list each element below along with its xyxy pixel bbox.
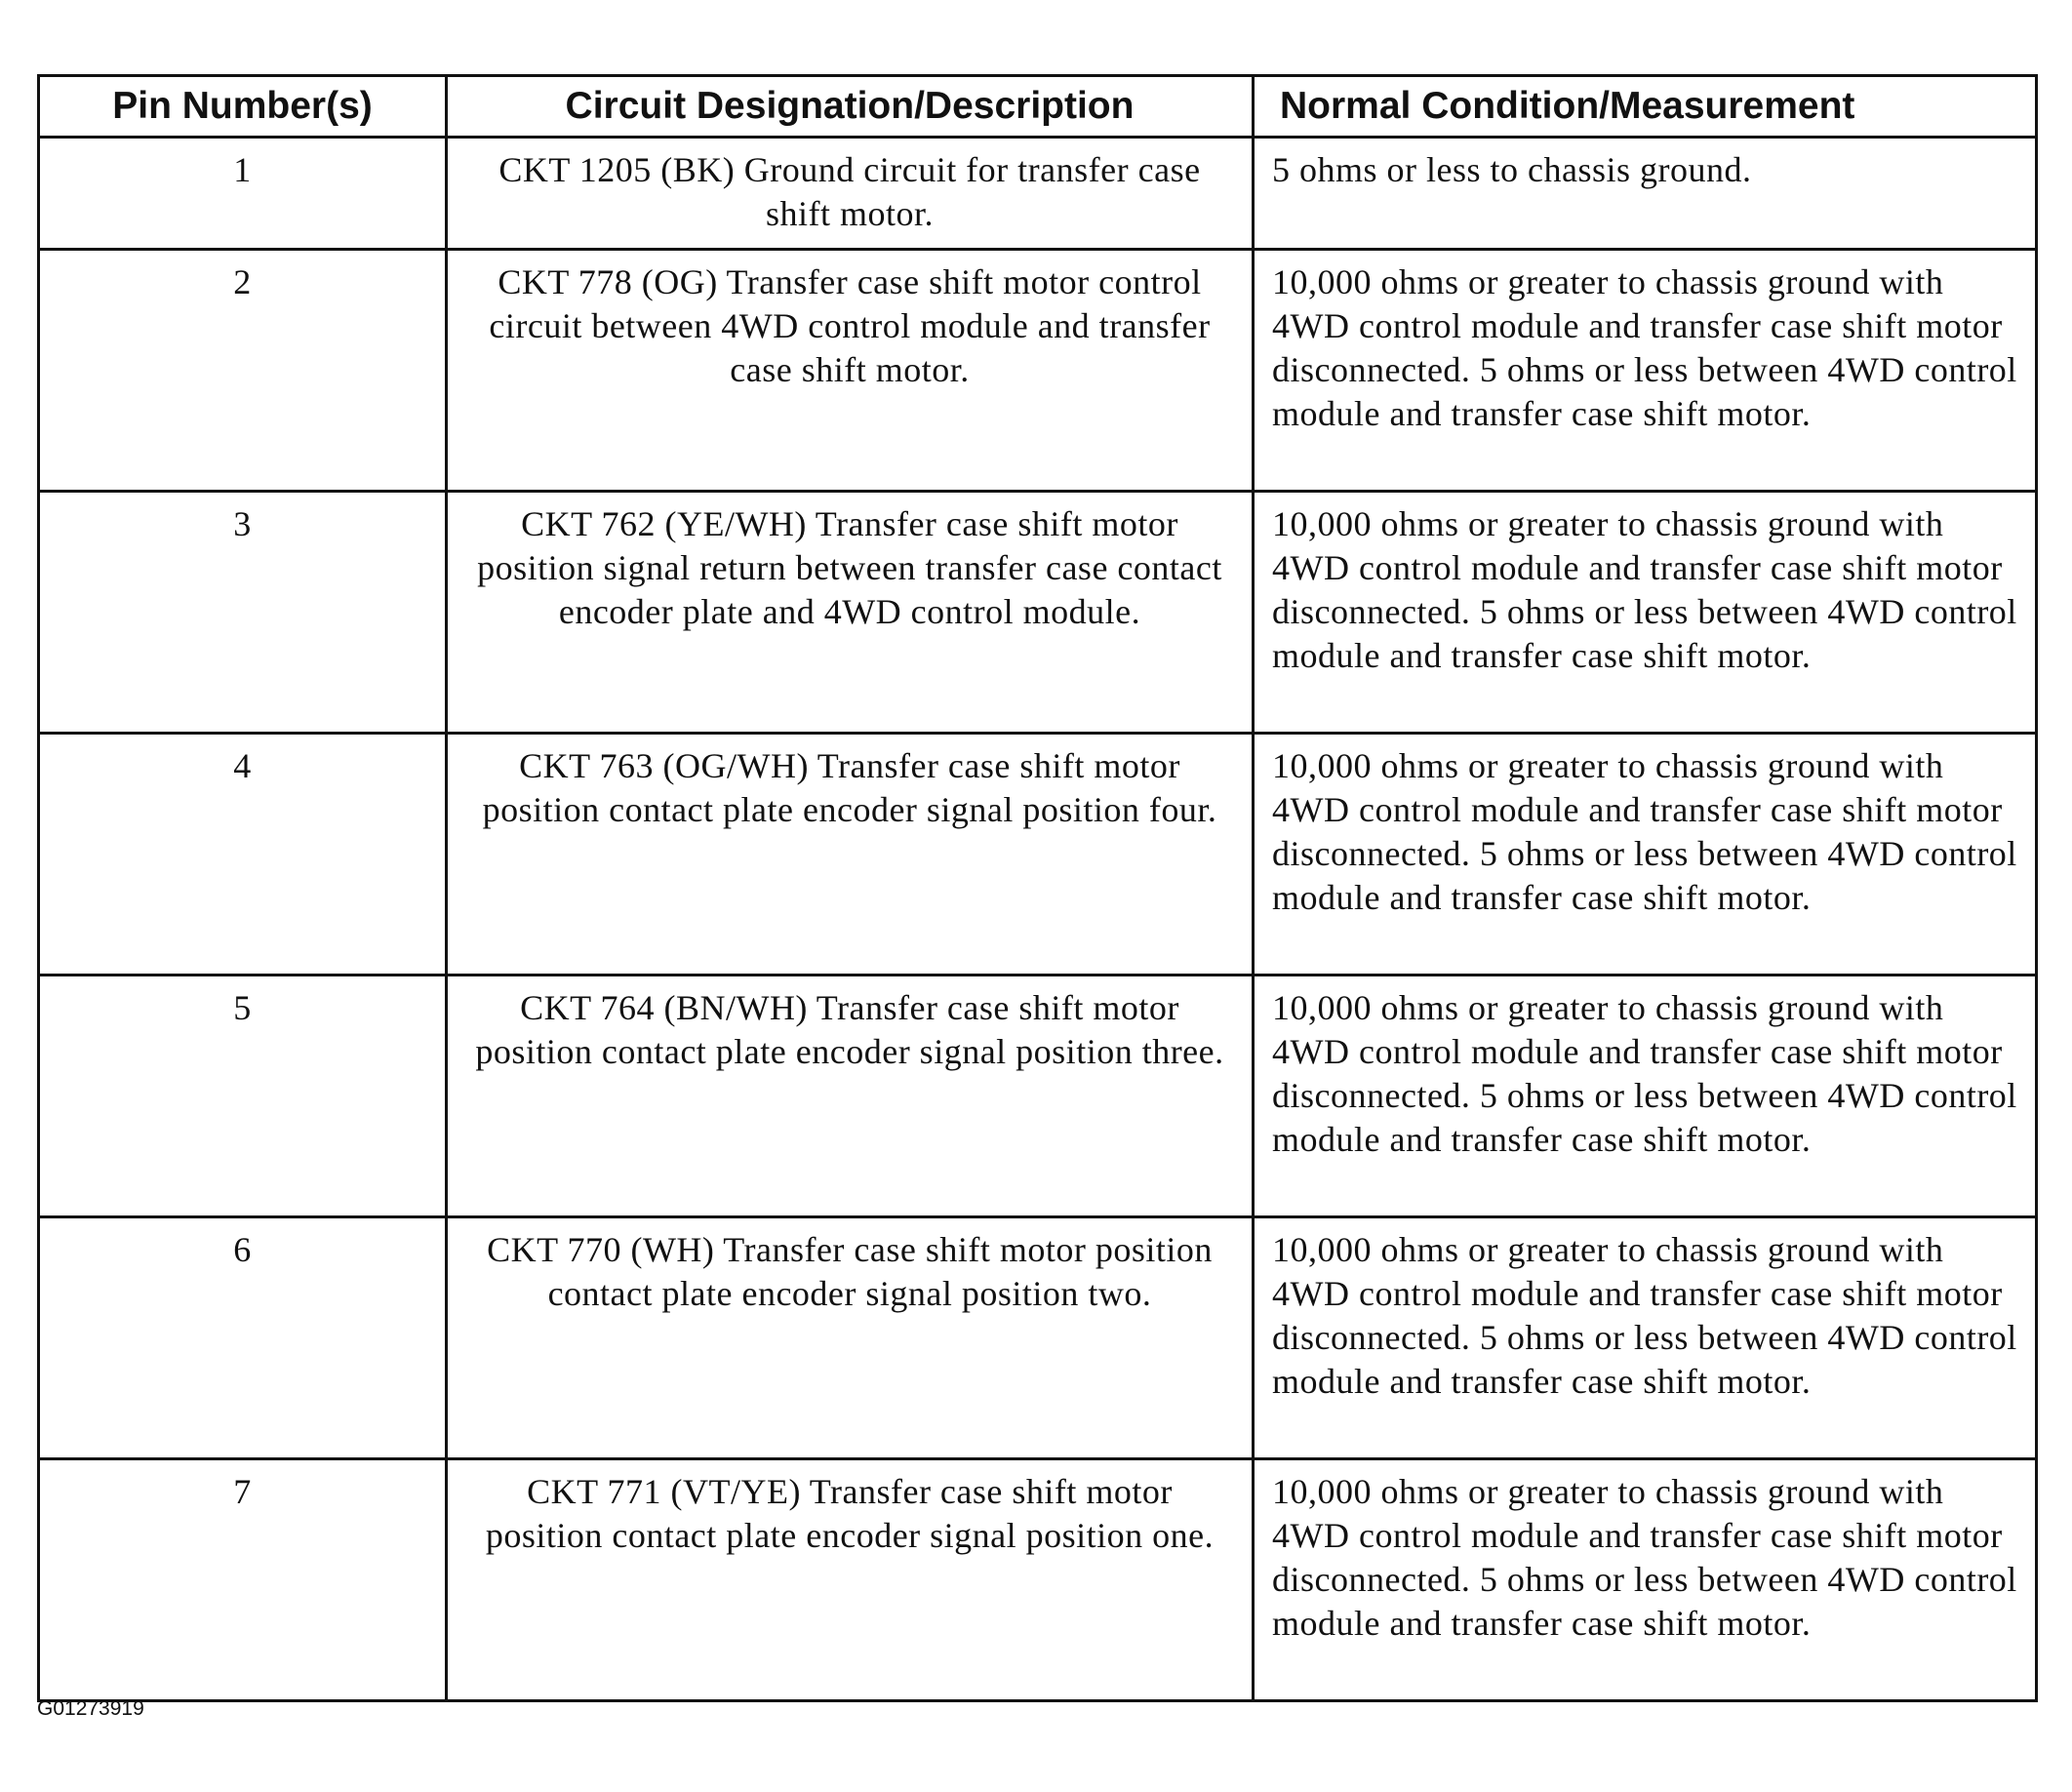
circuit-description-cell: CKT 778 (OG) Transfer case shift motor control circuit between 4WD control module and transfer case shift motor.	[447, 250, 1254, 492]
pin-number-cell: 3	[39, 492, 447, 734]
circuit-description-cell: CKT 764 (BN/WH) Transfer case shift motor position contact plate encoder signal position three.	[447, 976, 1254, 1217]
pin-number-cell: 2	[39, 250, 447, 492]
circuit-description-cell: CKT 762 (YE/WH) Transfer case shift motor position signal return between transfer case contact encoder plate and 4WD control module.	[447, 492, 1254, 734]
table-row	[39, 976, 2037, 1217]
table-row	[39, 250, 2037, 492]
table-row	[39, 492, 2037, 734]
normal-condition-cell: 5 ohms or less to chassis ground.	[1254, 138, 2037, 250]
pin-number-cell: 5	[39, 976, 447, 1217]
header-normal-condition: Normal Condition/Measurement	[1254, 76, 2037, 138]
table-row	[39, 138, 2037, 250]
normal-condition-cell: 10,000 ohms or greater to chassis ground with 4WD control module and transfer case shift motor disconnected. 5 ohms or less between 4WD control module and transfer case shift motor.	[1254, 734, 2037, 976]
pin-number-cell: 7	[39, 1459, 447, 1701]
pin-number-cell: 4	[39, 734, 447, 976]
normal-condition-cell: 10,000 ohms or greater to chassis ground with 4WD control module and transfer case shift motor disconnected. 5 ohms or less between 4WD control module and transfer case shift motor.	[1254, 492, 2037, 734]
normal-condition-cell: 10,000 ohms or greater to chassis ground with 4WD control module and transfer case shift motor disconnected. 5 ohms or less between 4WD control module and transfer case shift motor.	[1254, 250, 2037, 492]
header-row	[39, 76, 2037, 138]
normal-condition-cell: 10,000 ohms or greater to chassis ground with 4WD control module and transfer case shift motor disconnected. 5 ohms or less between 4WD control module and transfer case shift motor.	[1254, 1459, 2037, 1701]
pin-table	[37, 74, 2038, 1702]
header-pin-numbers: Pin Number(s)	[39, 76, 447, 138]
circuit-description-cell: CKT 770 (WH) Transfer case shift motor position contact plate encoder signal position two.	[447, 1217, 1254, 1459]
normal-condition-cell: 10,000 ohms or greater to chassis ground with 4WD control module and transfer case shift motor disconnected. 5 ohms or less between 4WD control module and transfer case shift motor.	[1254, 976, 2037, 1217]
circuit-description-cell: CKT 763 (OG/WH) Transfer case shift motor position contact plate encoder signal position four.	[447, 734, 1254, 976]
figure-id: G01273919	[37, 1697, 144, 1720]
table-row	[39, 1459, 2037, 1701]
table-row	[39, 734, 2037, 976]
pin-number-cell: 6	[39, 1217, 447, 1459]
pin-number-cell: 1	[39, 138, 447, 250]
table-row	[39, 1217, 2037, 1459]
circuit-description-cell: CKT 771 (VT/YE) Transfer case shift motor position contact plate encoder signal position one.	[447, 1459, 1254, 1701]
circuit-description-cell: CKT 1205 (BK) Ground circuit for transfer case shift motor.	[447, 138, 1254, 250]
header-circuit-description: Circuit Designation/Description	[447, 76, 1254, 138]
normal-condition-cell: 10,000 ohms or greater to chassis ground with 4WD control module and transfer case shift motor disconnected. 5 ohms or less between 4WD control module and transfer case shift motor.	[1254, 1217, 2037, 1459]
